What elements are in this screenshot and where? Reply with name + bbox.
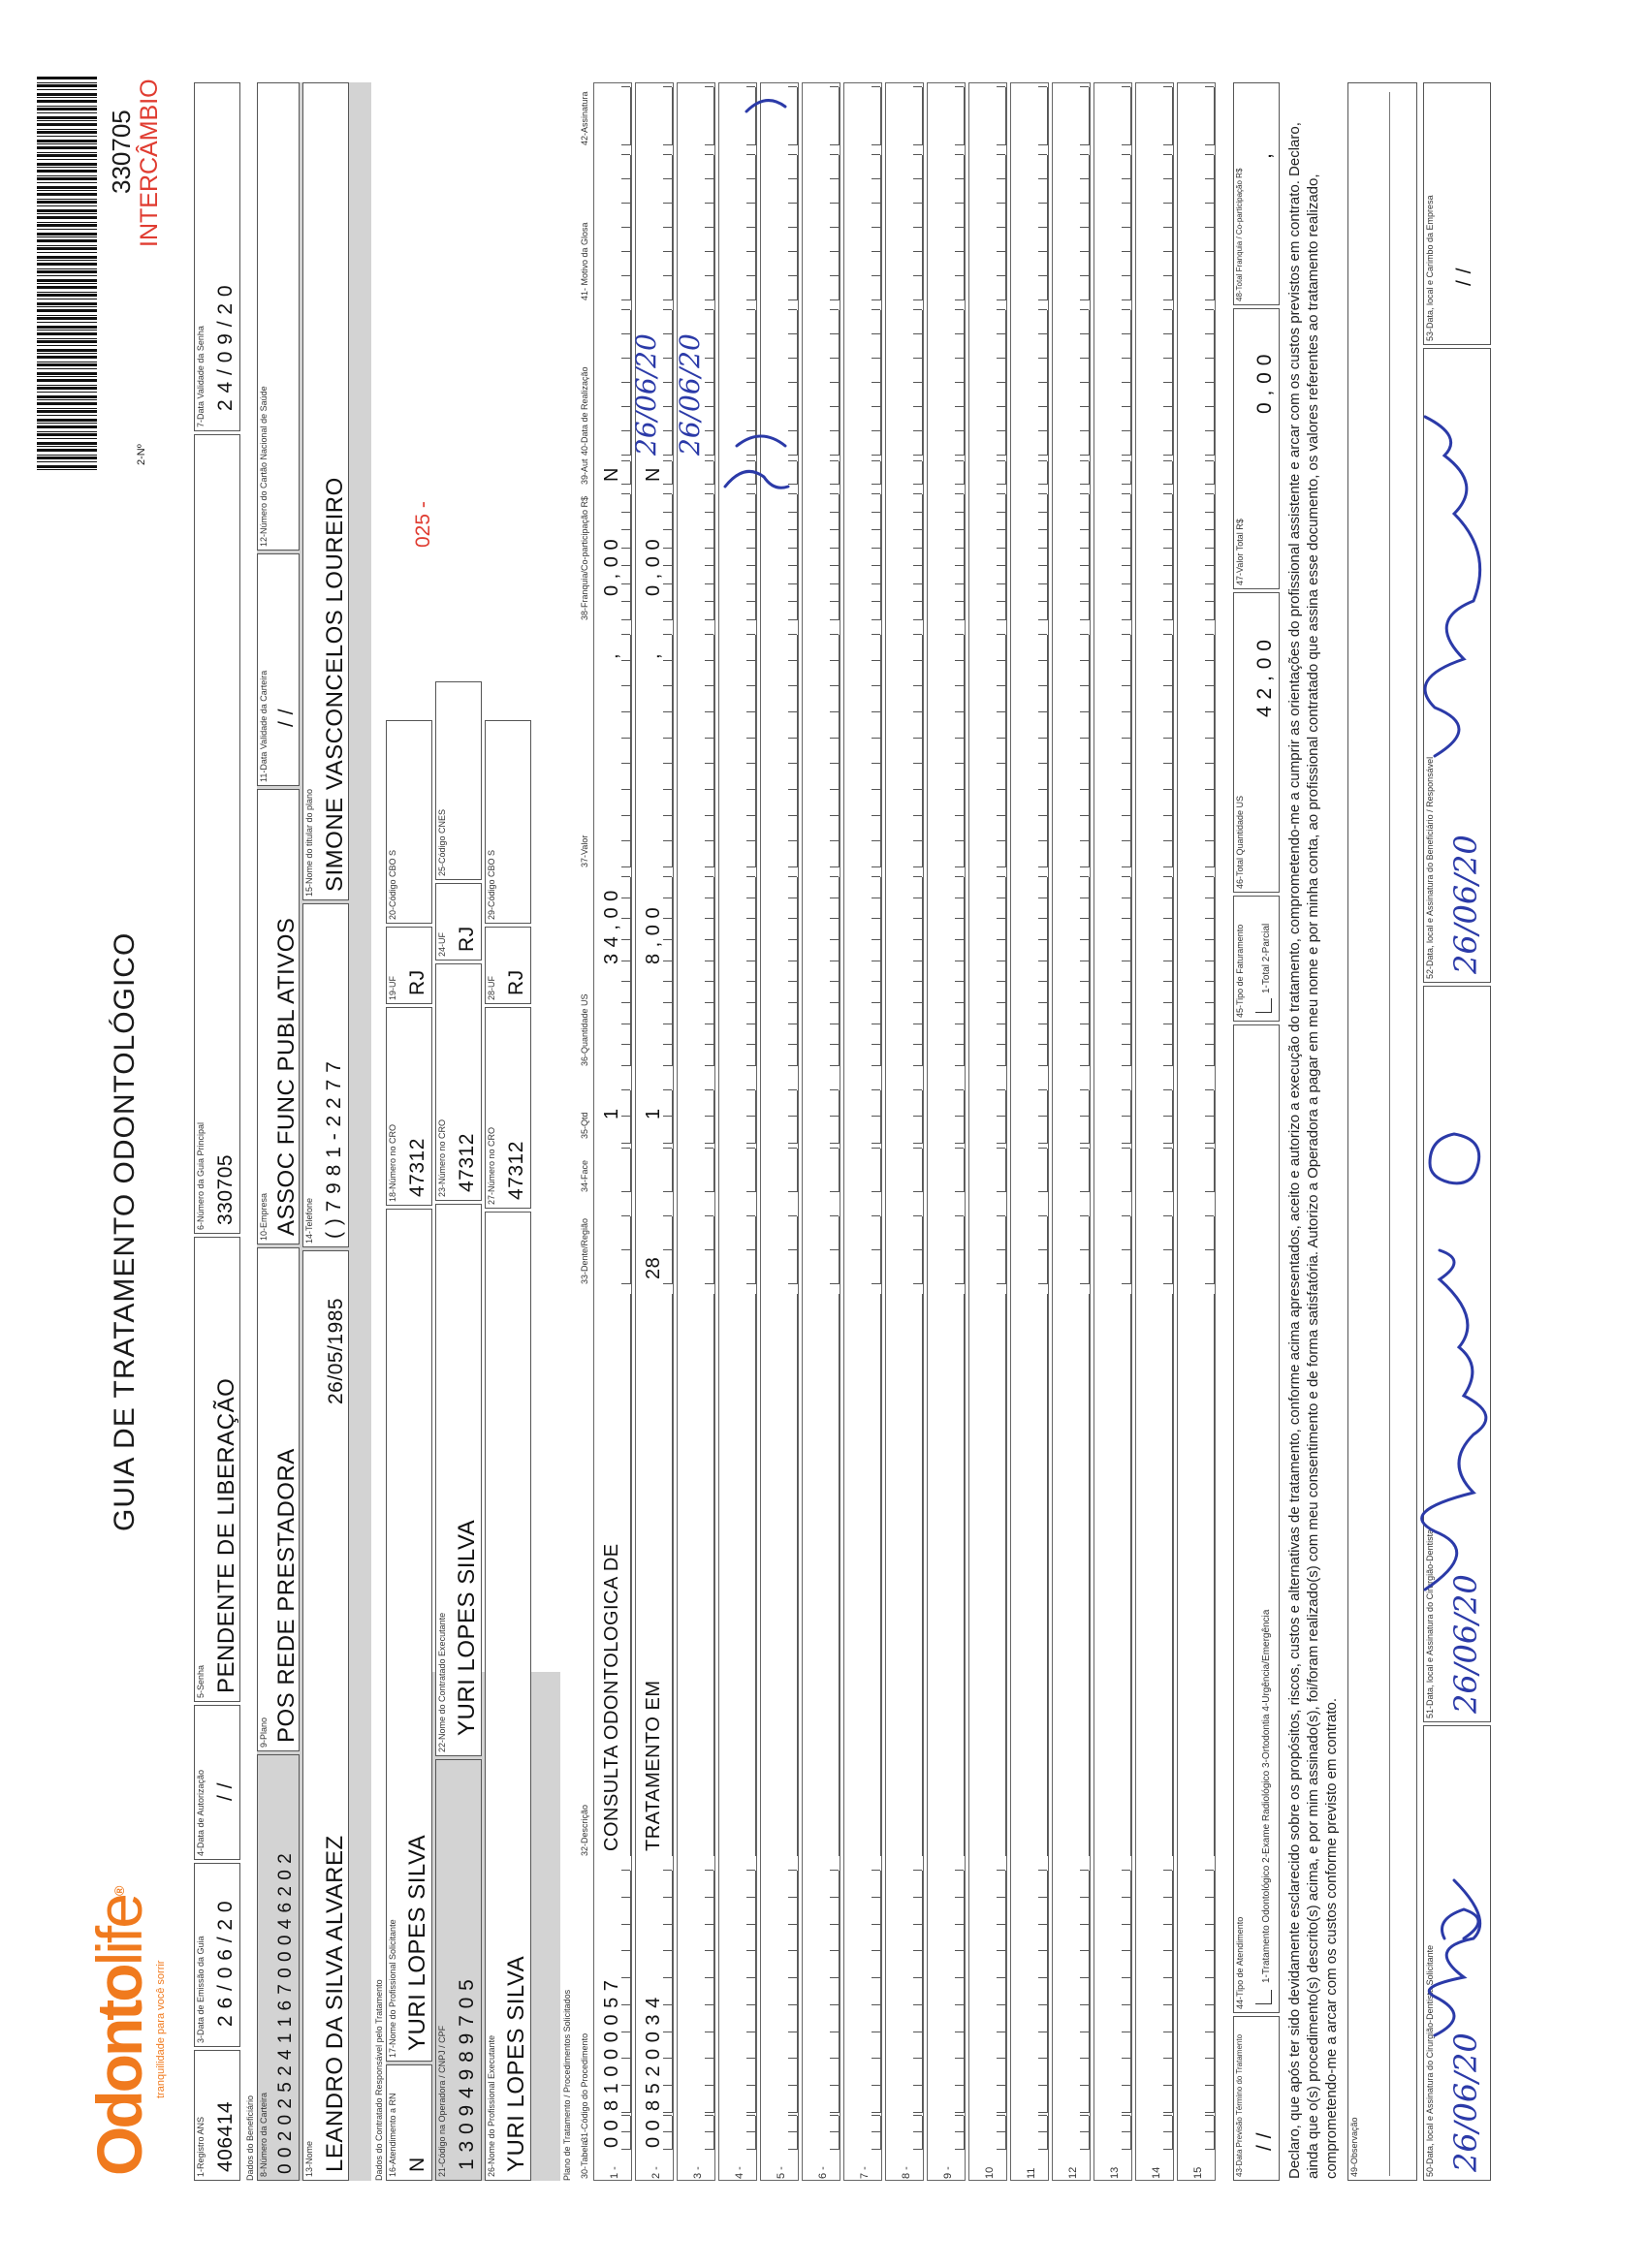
row-aut: N bbox=[643, 467, 664, 482]
page-title: GUIA DE TRATAMENTO ODONTOLÓGICO bbox=[109, 931, 141, 1531]
prof-executante-value: YURI LOPES SILVA bbox=[503, 1955, 529, 2172]
field-24-uf: 24-UF RJ bbox=[435, 883, 482, 961]
field-48-total-franquia: 48-Total Franquia / Co-participação R$ , bbox=[1233, 82, 1280, 305]
total-us-value: 4 2 , 0 0 bbox=[1253, 639, 1276, 717]
solicitante-value: YURI LOPES SILVA bbox=[404, 1834, 430, 2051]
carimbo-date-value: / / bbox=[1453, 267, 1475, 286]
logo-tagline: tranquilidade para você sorrir bbox=[155, 1960, 167, 2098]
password-validity-value: 2 4 / 0 9 / 2 0 bbox=[214, 284, 237, 411]
field-53-carimbo-empresa: 53-Data, local e Carimbo da Empresa / / bbox=[1423, 82, 1491, 345]
field-1-registro-ans: 1-Registro ANS 406414 bbox=[194, 2050, 240, 2181]
cro-value-23: 47312 bbox=[456, 1133, 478, 1192]
row-number: 8 - bbox=[901, 2166, 912, 2179]
logo-odonto: Odonto bbox=[83, 1966, 155, 2176]
row-number: 10 bbox=[984, 2166, 996, 2179]
field-18-cro: 18-Número no CRO 47312 bbox=[386, 1007, 432, 1206]
row-valor: , bbox=[601, 652, 622, 659]
guide-number: 330705 bbox=[107, 110, 136, 194]
row-us: 3 4 , 0 0 bbox=[601, 890, 622, 964]
intercambio-stamp: INTERCÂMBIO bbox=[136, 79, 163, 247]
field-4-authorization-date: 4-Data de Autorização / / bbox=[194, 1705, 240, 1860]
card-number-value: 0 0 2 0 2 5 2 4 1 1 6 7 0 0 0 4 6 2 0 2 bbox=[275, 1852, 296, 2174]
row-number: 15 bbox=[1192, 2166, 1204, 2179]
row-number: 5 - bbox=[776, 2166, 787, 2179]
row-qtd: 1 bbox=[643, 1108, 664, 1119]
end-date-value: / / bbox=[1253, 2131, 1276, 2151]
field-23-cro: 23-Número no CRO 47312 bbox=[435, 963, 482, 1201]
handwritten-date-row-1: 26/06/20 bbox=[630, 333, 662, 456]
tipo-faturamento-options: 1-Total 2-Parcial bbox=[1261, 923, 1272, 993]
col-header-5: 35-Qtd bbox=[580, 1112, 589, 1139]
row-number: 13 bbox=[1109, 2166, 1121, 2179]
declaration-text: Declaro, que após ter sido devidamente esclarecido sobre os propósitos, riscos, custos e alternativas de tratamento, conforme acima apresentados, aceito e autorizo a execução do tratamento, comprometendo-me a cumprir as orientações do profissional assistente e arcar com os custos previstos em contrato. Declaro, ainda que o(s) procedimento(s) descrito(s) acima, e por mim assinado(s), foi/foram realizado(s) com meu consentimento e de forma satisfatória. Autorizo a Operadora a pagar em meu nome e por minha conta, ao profissional contratado que assina esse documento, os valores referentes ao tratamento realizado, comprometendo-me a arcar com os custos conforme previsto em contrato. bbox=[1286, 122, 1340, 2179]
row-dente: 28 bbox=[643, 1256, 664, 1279]
field-3-emission-date: 3-Data de Emissão da Guia 2 6 / 0 6 / 2 0 bbox=[194, 1863, 240, 2047]
field-12-cns: 12-Número do Cartão Nacional de Saúde bbox=[257, 82, 300, 551]
row-number: 14 bbox=[1151, 2166, 1162, 2179]
authorization-date-value: / / bbox=[214, 1781, 237, 1801]
tipo-atendimento-options: 1-Tratamento Odontológico 2-Exame Radiológico 3-Ortodontia 4-Urgência/Emergência bbox=[1261, 1609, 1272, 1983]
field-17-solicitante: 17-Nome do Profissional Solicitante YURI LOPES SILVA bbox=[386, 1209, 432, 2062]
col-header-2: 32-Descrição bbox=[580, 1804, 589, 1856]
col-header-6: 36-Quantidade US bbox=[580, 993, 589, 1066]
field-43-end-date: 43-Data Previsão Término do Tratamento / / bbox=[1233, 2016, 1280, 2181]
cro-value-18: 47312 bbox=[406, 1138, 428, 1197]
valor-total-value: 0 , 0 0 bbox=[1253, 354, 1276, 414]
field-9-plano: 9-Plano POS REDE PRESTADORA bbox=[257, 1247, 300, 1751]
row-number: 11 bbox=[1026, 2167, 1037, 2179]
executante-value: YURI LOPES SILVA bbox=[454, 1519, 480, 1736]
uf-value-24: RJ bbox=[456, 926, 478, 952]
row-qtd: 1 bbox=[601, 1108, 622, 1119]
row-descricao: TRATAMENTO EM bbox=[643, 1680, 664, 1851]
date-50: 26/06/20 bbox=[1447, 2032, 1484, 2172]
section-contratado: Dados do Contratado Responsável pelo Tratamento bbox=[374, 1979, 384, 2181]
row-aut: N bbox=[601, 467, 622, 482]
titular-value: SIMONE VASCONCELOS LOUREIRO bbox=[322, 477, 348, 892]
field-45-tipo-faturamento: 45-Tipo de Faturamento 1-Total 2-Parcial bbox=[1233, 896, 1280, 1022]
total-franquia-value: , bbox=[1253, 152, 1276, 159]
row-franquia: 0 , 0 0 bbox=[643, 538, 664, 596]
col-header-10: 40-Data de Realização bbox=[580, 366, 589, 456]
field-22-executante: 22-Nome do Contratado Executante YURI LOPES SILVA bbox=[435, 1204, 482, 1756]
row-number: 1 - bbox=[609, 2166, 620, 2179]
handwritten-date-row-2: 26/06/20 bbox=[674, 333, 706, 456]
row-number: 6 - bbox=[817, 2166, 829, 2179]
section-beneficiario: Dados do Beneficiário bbox=[245, 2095, 255, 2181]
col-header-1: 31-Código do Procedimento bbox=[580, 2032, 589, 2142]
col-header-7: 37-Valor bbox=[580, 835, 589, 867]
col-header-3: 33-Dente/Região bbox=[580, 1217, 589, 1284]
field-21-codigo-operadora: 21-Código na Operadora / CNPJ / CPF 1 3 0 9 4 9 8 9 7 0 5 bbox=[435, 1759, 482, 2181]
row-number: 9 - bbox=[942, 2166, 954, 2179]
field-50-assinatura-solicitante: 50-Data, local e Assinatura do Cirurgião-Dentista Solicitante 26/06/20 bbox=[1423, 1725, 1491, 2181]
field-13-nome: 13-Nome LEANDRO DA SILVA ALVAREZ 26/05/1985 bbox=[302, 1250, 349, 2181]
col-header-11: 41- Motivo da Glosa bbox=[580, 222, 589, 300]
col-header-12: 42-Assinatura bbox=[580, 91, 589, 145]
row-codigo: 8 1 0 0 0 0 5 7 bbox=[601, 1979, 622, 2111]
senha-value: PENDENTE DE LIBERAÇÃO bbox=[213, 1377, 239, 1693]
field-49-observacao[interactable]: 49-Observação bbox=[1347, 82, 1417, 2181]
logo-life: life bbox=[83, 1896, 155, 1967]
field-27-cro: 27-Número no CRO 47312 bbox=[485, 1007, 531, 1209]
main-guide-value: 330705 bbox=[214, 1153, 237, 1225]
field-46-total-us: 46-Total Quantidade US 4 2 , 0 0 bbox=[1233, 592, 1280, 893]
field-8-card-number: 8-Número da Carteira 0 0 2 0 2 5 2 4 1 1 6 7 0 0 0 4 6 2 0 2 bbox=[257, 1754, 300, 2181]
field-28-uf: 28-UF RJ bbox=[485, 927, 531, 1004]
col-header-8: 38-Franquia/Co-participação R$ bbox=[580, 495, 589, 620]
col-header-0: 30-Tabela bbox=[580, 2140, 589, 2179]
row-tabela: 0 0 bbox=[601, 2119, 622, 2148]
row-us: 8 , 0 0 bbox=[643, 906, 664, 964]
cbo-note: 025 - bbox=[412, 501, 434, 548]
uf-value-19: RJ bbox=[406, 969, 428, 995]
field-11-card-validity: 11-Data Validade da Carteira / / bbox=[257, 553, 300, 786]
field-47-valor-total: 47-Valor Total R$ 0 , 0 0 bbox=[1233, 308, 1280, 589]
field-5-senha: 5-Senha PENDENTE DE LIBERAÇÃO bbox=[194, 1237, 240, 1702]
field-15-titular: 15-Nome do titular do plano SIMONE VASCONCELOS LOUREIRO bbox=[302, 82, 349, 900]
cro-value-27: 47312 bbox=[505, 1141, 527, 1200]
field-26-prof-executante: 26-Nome do Profissional Executante YURI LOPES SILVA bbox=[485, 1212, 531, 2181]
registro-ans-value: 406414 bbox=[214, 2100, 237, 2172]
section-plano: Plano de Tratamento / Procedimentos Solicitados bbox=[562, 1989, 572, 2181]
row-number: 7 - bbox=[859, 2166, 871, 2179]
field-29-cbo: 29-Código CBO S bbox=[485, 720, 531, 924]
field-25-cnes: 25-Código CNES bbox=[435, 681, 482, 880]
col-header-9: 39-Aut bbox=[580, 458, 589, 485]
plano-value: POS REDE PRESTADORA bbox=[273, 1448, 300, 1743]
codigo-operadora-value: 1 3 0 9 4 9 8 9 7 0 5 bbox=[456, 1978, 478, 2170]
col-header-4: 34-Face bbox=[580, 1159, 589, 1192]
row-number: 4 - bbox=[734, 2166, 745, 2179]
row-number: 3 - bbox=[692, 2166, 704, 2179]
row-tabela: 0 0 bbox=[643, 2119, 664, 2148]
guide-number-label: 2-Nº bbox=[136, 444, 147, 465]
date-52: 26/06/20 bbox=[1447, 835, 1484, 974]
field-14-telefone: 14-Telefone ( ) 7 9 8 1 - 2 2 7 7 bbox=[302, 903, 349, 1247]
birth-date: 26/05/1985 bbox=[325, 1297, 347, 1404]
row-number: 2 - bbox=[650, 2166, 662, 2179]
field-19-uf: 19-UF RJ bbox=[386, 927, 432, 1004]
field-7-password-validity: 7-Data Validade da Senha 2 4 / 0 9 / 2 0 bbox=[194, 82, 240, 431]
nome-value: LEANDRO DA SILVA ALVAREZ bbox=[322, 1835, 348, 2172]
emission-date-value: 2 6 / 0 6 / 2 0 bbox=[214, 1900, 237, 2027]
field-52-assinatura-beneficiario: 52-Data, local e Assinatura do Beneficiário / Responsável 26/06/20 bbox=[1423, 348, 1491, 983]
row-valor: , bbox=[643, 652, 664, 659]
row-codigo: 8 5 2 0 0 3 4 bbox=[643, 1997, 664, 2111]
field-20-cbo: 20-Código CBO S bbox=[386, 720, 432, 924]
row-franquia: 0 , 0 0 bbox=[601, 538, 622, 596]
row-number: 12 bbox=[1067, 2166, 1079, 2179]
uf-value-28: RJ bbox=[505, 969, 527, 995]
field-16-rn: 16-Atendimento a RN N bbox=[386, 2064, 432, 2181]
field-44-tipo-atendimento: 44-Tipo de Atendimento 1-Tratamento Odontológico 2-Exame Radiológico 3-Ortodontia 4-Urgência/Emergência bbox=[1233, 1024, 1280, 2013]
date-51: 26/06/20 bbox=[1447, 1574, 1484, 1714]
rn-value: N bbox=[406, 2157, 428, 2172]
field-10-empresa: 10-Empresa ASSOC FUNC PUBL ATIVOS bbox=[257, 789, 300, 1244]
row-descricao: CONSULTA ODONTOLOGICA DE bbox=[601, 1543, 622, 1851]
field-6-main-guide: 6-Número da Guia Principal 330705 bbox=[194, 434, 240, 1234]
empresa-value: ASSOC FUNC PUBL ATIVOS bbox=[273, 917, 300, 1236]
card-validity-value: / / bbox=[275, 708, 298, 727]
logo-reg: ® bbox=[111, 1888, 127, 1897]
telefone-value: ( ) 7 9 8 1 - 2 2 7 7 bbox=[323, 1060, 345, 1239]
field-51-assinatura-dentista: 51-Data, local e Assinatura do Cirurgião-Dentista 26/06/20 bbox=[1423, 986, 1491, 1722]
